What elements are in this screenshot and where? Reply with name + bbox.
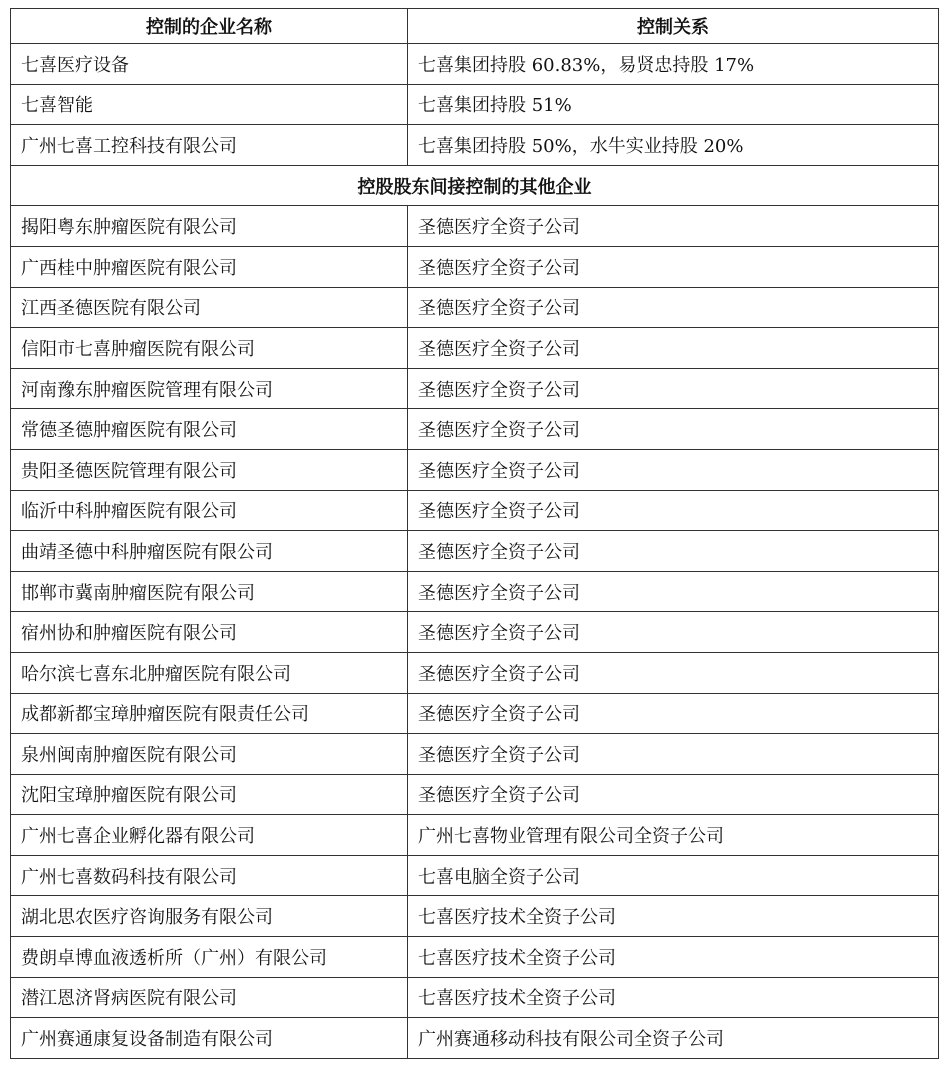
control-relation-cell: 圣德医疗全资子公司 [408,206,939,247]
enterprise-name-cell: 费朗卓博血液透析所（广州）有限公司 [11,937,408,978]
direct-rows [11,44,939,166]
control-relation-cell: 七喜集团持股 60.83%，易贤忠持股 17% [408,44,939,85]
enterprise-name-cell: 江西圣德医院有限公司 [11,287,408,328]
enterprise-name-cell: 广州赛通康复设备制造有限公司 [11,1018,408,1059]
section-row [11,165,939,206]
control-relation-cell: 广州七喜物业管理有限公司全资子公司 [408,815,939,856]
enterprise-name-cell: 泉州闽南肿瘤医院有限公司 [11,734,408,775]
enterprise-name-cell: 广西桂中肿瘤医院有限公司 [11,246,408,287]
enterprise-name-cell: 广州七喜企业孵化器有限公司 [11,815,408,856]
control-relation-cell: 七喜医疗技术全资子公司 [408,977,939,1018]
control-relation-cell: 广州赛通移动科技有限公司全资子公司 [408,1018,939,1059]
table-row [11,490,939,531]
enterprise-name-cell: 七喜智能 [11,84,408,125]
enterprise-name-cell: 哈尔滨七喜东北肿瘤医院有限公司 [11,652,408,693]
table-row [11,449,939,490]
control-relation-cell: 圣德医疗全资子公司 [408,774,939,815]
enterprise-name-cell: 临沂中科肿瘤医院有限公司 [11,490,408,531]
table-row [11,246,939,287]
control-relation-cell: 圣德医疗全资子公司 [408,328,939,369]
table-row [11,84,939,125]
control-relation-cell: 圣德医疗全资子公司 [408,531,939,572]
control-relation-cell: 圣德医疗全资子公司 [408,287,939,328]
table-row [11,571,939,612]
enterprise-name-cell: 常德圣德肿瘤医院有限公司 [11,409,408,450]
control-relation-cell: 七喜医疗技术全资子公司 [408,937,939,978]
table-row [11,368,939,409]
enterprise-name-cell: 沈阳宝璋肿瘤医院有限公司 [11,774,408,815]
table-row [11,896,939,937]
controlled-enterprises-table [10,8,939,1059]
enterprise-name-cell: 宿州协和肿瘤医院有限公司 [11,612,408,653]
control-relation-cell: 圣德医疗全资子公司 [408,571,939,612]
enterprise-name-cell: 贵阳圣德医院管理有限公司 [11,449,408,490]
control-relation-cell: 圣德医疗全资子公司 [408,612,939,653]
table-row [11,44,939,85]
enterprise-name-cell: 湖北思农医疗咨询服务有限公司 [11,896,408,937]
table-row [11,937,939,978]
table-row [11,652,939,693]
control-relation-cell: 圣德医疗全资子公司 [408,409,939,450]
header-enterprise-name: 控制的企业名称 [11,9,408,44]
document-page [10,8,939,1059]
enterprise-name-cell: 广州七喜数码科技有限公司 [11,855,408,896]
table-row [11,531,939,572]
table-row [11,855,939,896]
table-row [11,815,939,856]
table-row [11,1018,939,1059]
table-row [11,125,939,166]
indirect-rows [11,206,939,1058]
control-relation-cell: 圣德医疗全资子公司 [408,652,939,693]
control-relation-cell: 圣德医疗全资子公司 [408,368,939,409]
enterprise-name-cell: 七喜医疗设备 [11,44,408,85]
enterprise-name-cell: 河南豫东肿瘤医院管理有限公司 [11,368,408,409]
enterprise-name-cell: 曲靖圣德中科肿瘤医院有限公司 [11,531,408,572]
table-row [11,693,939,734]
enterprise-name-cell: 潜江恩济肾病医院有限公司 [11,977,408,1018]
control-relation-cell: 圣德医疗全资子公司 [408,734,939,775]
enterprise-name-cell: 信阳市七喜肿瘤医院有限公司 [11,328,408,369]
enterprise-name-cell: 广州七喜工控科技有限公司 [11,125,408,166]
table-row [11,409,939,450]
table-row [11,977,939,1018]
section-title: 控股股东间接控制的其他企业 [11,165,939,206]
table-row [11,612,939,653]
control-relation-cell: 圣德医疗全资子公司 [408,490,939,531]
table-row [11,287,939,328]
enterprise-name-cell: 揭阳粤东肿瘤医院有限公司 [11,206,408,247]
table-header-row [11,9,939,44]
control-relation-cell: 七喜电脑全资子公司 [408,855,939,896]
control-relation-cell: 圣德医疗全资子公司 [408,246,939,287]
control-relation-cell: 七喜医疗技术全资子公司 [408,896,939,937]
control-relation-cell: 七喜集团持股 51% [408,84,939,125]
control-relation-cell: 七喜集团持股 50%，水牛实业持股 20% [408,125,939,166]
table-row [11,774,939,815]
table-row [11,734,939,775]
enterprise-name-cell: 成都新都宝璋肿瘤医院有限责任公司 [11,693,408,734]
table-row [11,328,939,369]
enterprise-name-cell: 邯郸市冀南肿瘤医院有限公司 [11,571,408,612]
control-relation-cell: 圣德医疗全资子公司 [408,449,939,490]
header-control-relation: 控制关系 [408,9,939,44]
table-row [11,206,939,247]
control-relation-cell: 圣德医疗全资子公司 [408,693,939,734]
